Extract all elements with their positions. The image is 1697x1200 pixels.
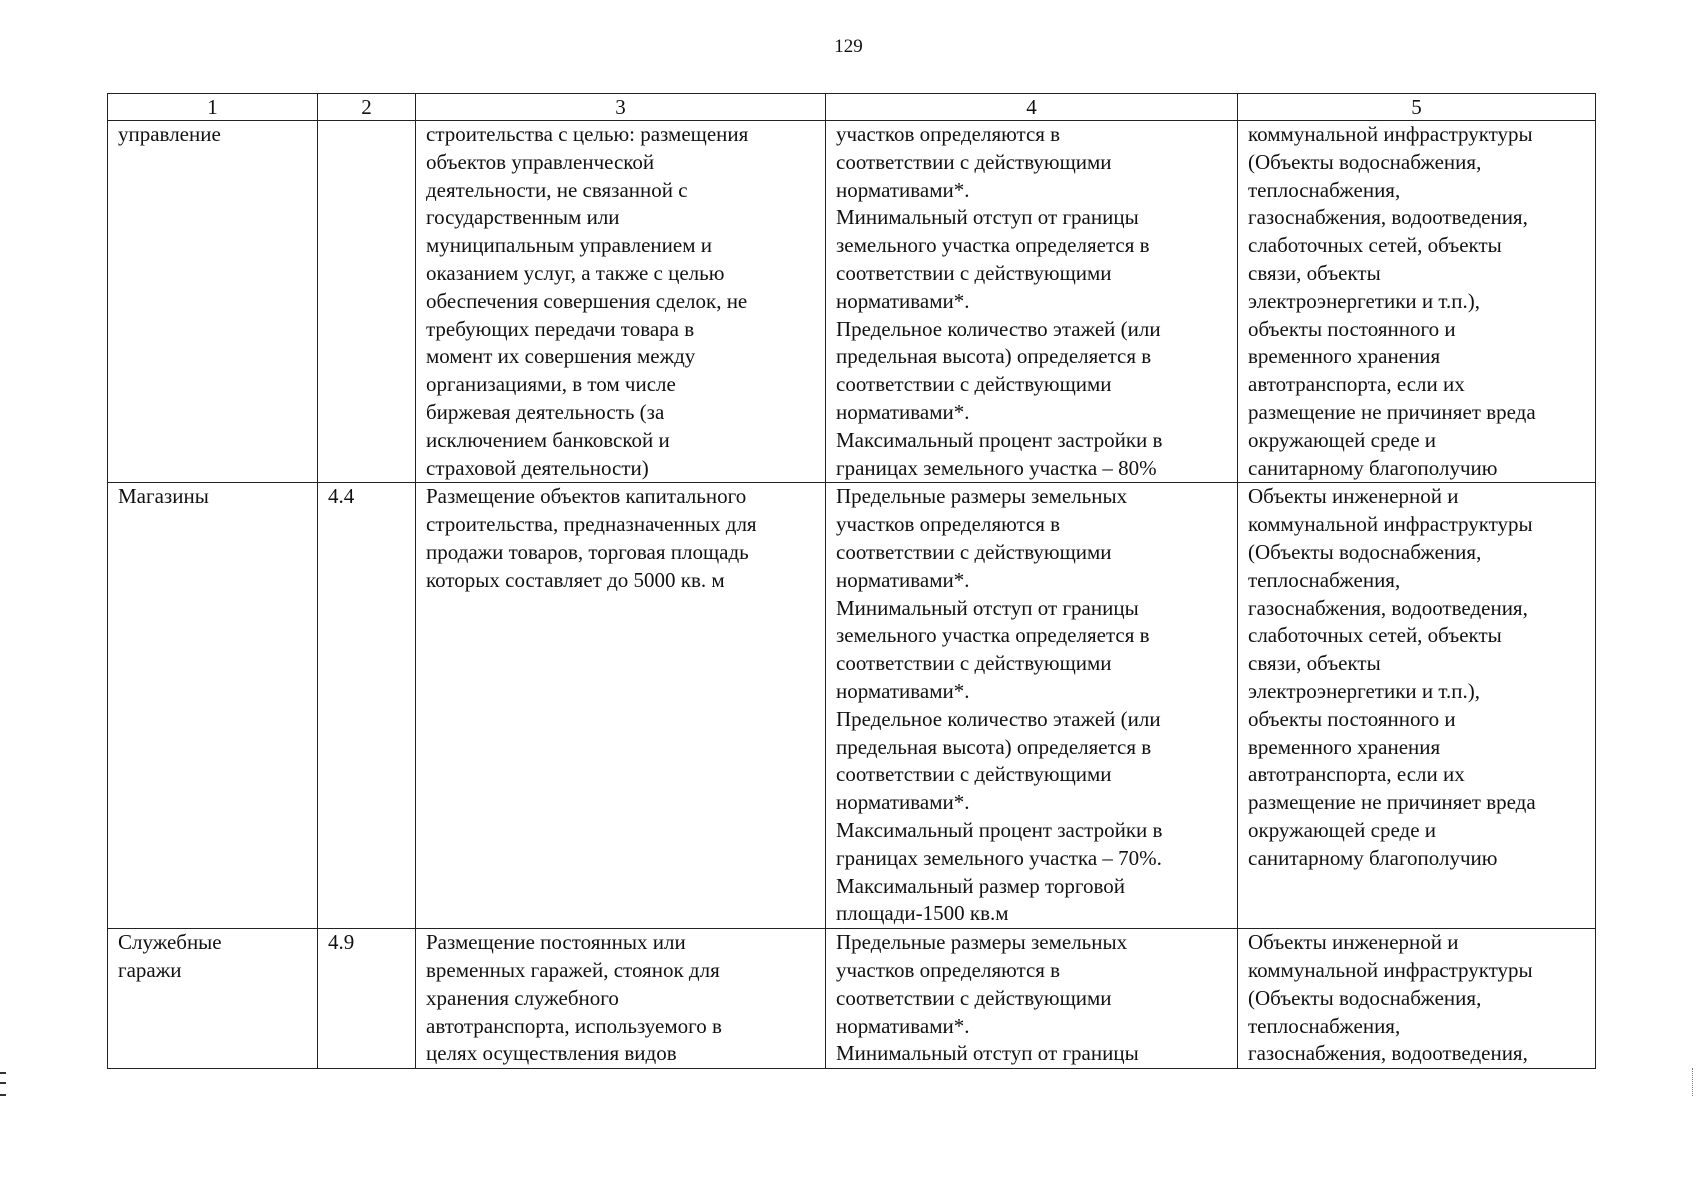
cell-text-line: которых составляет до 5000 кв. м [426, 567, 725, 592]
cell-text-line: нормативами*. [836, 177, 970, 202]
table-body [108, 121, 1596, 1069]
row-description-cell [416, 121, 826, 483]
row-code-cell [318, 929, 416, 1069]
cell-text-line: (Объекты водоснабжения, [1248, 985, 1482, 1010]
cell-text-line: исключением банковской и [426, 427, 670, 452]
row-description-cell [416, 483, 826, 929]
cell-text-line: момент их совершения между [426, 344, 696, 369]
cell-text-line: нормативами*. [836, 790, 970, 815]
cell-text-line: Объекты инженерной и [1248, 930, 1459, 955]
row-auxiliary-cell [1238, 929, 1596, 1069]
cell-text-line: Предельные размеры земельных [836, 930, 1128, 955]
column-header: 5 [1238, 94, 1596, 121]
cell-text-line: объекты постоянного и [1248, 706, 1456, 731]
cell-text-line: временного хранения [1248, 734, 1441, 759]
cell-text-line: соответствии с действующими [836, 539, 1112, 564]
cell-text-line: Минимальный отступ от границы [836, 205, 1139, 230]
cell-text-line: хранения служебного [426, 985, 619, 1010]
cell-text-line: нормативами*. [836, 567, 970, 592]
cell-text-line: страховой деятельности) [426, 455, 649, 480]
cell-text-line: окружающей среде и [1248, 817, 1437, 842]
cell-text-line: временных гаражей, стоянок для [426, 957, 720, 982]
cell-text-line: нормативами*. [836, 1013, 970, 1038]
cell-text-line: обеспечения совершения сделок, не [426, 288, 748, 313]
cell-text-line: размещение не причиняет вреда [1248, 399, 1536, 424]
row-parameters-cell [826, 929, 1238, 1069]
cell-text-line: 4.4 [328, 484, 355, 509]
cell-text-line: теплоснабжения, [1248, 1013, 1401, 1038]
cell-text-line: строительства, предназначенных для [426, 512, 757, 537]
cell-text-line: соответствии с действующими [836, 260, 1112, 285]
column-header: 1 [108, 94, 318, 121]
cell-text-line: Минимальный отступ от границы [836, 1041, 1139, 1066]
cell-text-line: участков определяются в [836, 957, 1061, 982]
row-parameters-cell [826, 483, 1238, 929]
cell-text-line: управление [118, 122, 221, 146]
row-auxiliary-cell [1238, 483, 1596, 929]
table-row [108, 929, 1596, 1069]
table-row [108, 121, 1596, 483]
cell-text-line: площади-1500 кв.м [836, 901, 1009, 926]
cell-text-line: газоснабжения, водоотведения, [1248, 1041, 1528, 1066]
cell-text-line: теплоснабжения, [1248, 177, 1401, 202]
cell-text-line: связи, объекты [1248, 651, 1381, 676]
cell-text-line: электроэнергетики и т.п.), [1248, 288, 1480, 313]
cell-text-line: участков определяются в [836, 122, 1061, 146]
cell-text-line: коммунальной инфраструктуры [1248, 512, 1533, 537]
cell-text-line: санитарному благополучию [1248, 455, 1498, 480]
cell-text-line: муниципальным управлением и [426, 233, 713, 258]
cell-text-line: биржевая деятельность (за [426, 399, 665, 424]
row-name-cell [108, 929, 318, 1069]
page-number: 129 [834, 36, 863, 57]
cell-text-line: соответствии с действующими [836, 762, 1112, 787]
cell-text-line: нормативами*. [836, 399, 970, 424]
cell-text-line: окружающей среде и [1248, 427, 1437, 452]
cell-text-line: Размещение объектов капитального [426, 484, 747, 509]
cell-text-line: объектов управленческой [426, 149, 655, 174]
cell-text-line: слаботочных сетей, объекты [1248, 623, 1502, 648]
cell-text-line: объекты постоянного и [1248, 316, 1456, 341]
cell-text-line: соответствии с действующими [836, 985, 1112, 1010]
cell-text-line: деятельности, не связанной с [426, 177, 688, 202]
scan-edge-mark [0, 1072, 6, 1096]
cell-text-line: Минимальный отступ от границы [836, 595, 1139, 620]
row-code-cell [318, 121, 416, 483]
cell-text-line: соответствии с действующими [836, 651, 1112, 676]
cell-text-line: коммунальной инфраструктуры [1248, 122, 1533, 146]
cell-text-line: автотранспорта, если их [1248, 762, 1465, 787]
cell-text-line: временного хранения [1248, 344, 1441, 369]
cell-text-line: газоснабжения, водоотведения, [1248, 595, 1528, 620]
cell-text-line: 4.9 [328, 930, 355, 955]
cell-text-line: газоснабжения, водоотведения, [1248, 205, 1528, 230]
cell-text-line: слаботочных сетей, объекты [1248, 233, 1502, 258]
cell-text-line: Предельное количество этажей (или [836, 316, 1161, 341]
cell-text-line: Предельное количество этажей (или [836, 706, 1161, 731]
row-parameters-cell [826, 121, 1238, 483]
cell-text-line: границах земельного участка – 80% [836, 455, 1157, 480]
cell-text-line: Размещение постоянных или [426, 930, 686, 955]
cell-text-line: оказанием услуг, а также с целью [426, 260, 725, 285]
cell-text-line: Максимальный процент застройки в [836, 427, 1163, 452]
table-row [108, 483, 1596, 929]
row-code-cell [318, 483, 416, 929]
cell-text-line: связи, объекты [1248, 260, 1381, 285]
cell-text-line: земельного участка определяется в [836, 623, 1150, 648]
cell-text-line: коммунальной инфраструктуры [1248, 957, 1533, 982]
cell-text-line: целях осуществления видов [426, 1041, 677, 1066]
row-name-cell [108, 121, 318, 483]
cell-text-line: соответствии с действующими [836, 149, 1112, 174]
cell-text-line: нормативами*. [836, 288, 970, 313]
cell-text-line: гаражи [118, 957, 182, 982]
column-header: 3 [416, 94, 826, 121]
cell-text-line: Объекты инженерной и [1248, 484, 1459, 509]
land-use-table [107, 93, 1596, 1069]
row-name-cell [108, 483, 318, 929]
cell-text-line: границах земельного участка – 70%. [836, 845, 1162, 870]
cell-text-line: требующих передачи товара в [426, 316, 695, 341]
cell-text-line: (Объекты водоснабжения, [1248, 539, 1482, 564]
cell-text-line: (Объекты водоснабжения, [1248, 149, 1482, 174]
cell-text-line: Служебные [118, 930, 222, 955]
row-auxiliary-cell [1238, 121, 1596, 483]
cell-text-line: Магазины [118, 484, 209, 509]
row-description-cell [416, 929, 826, 1069]
cell-text-line: автотранспорта, если их [1248, 372, 1465, 397]
cell-text-line: автотранспорта, используемого в [426, 1013, 722, 1038]
table-header-row [108, 94, 1596, 121]
cell-text-line: размещение не причиняет вреда [1248, 790, 1536, 815]
column-header: 4 [826, 94, 1238, 121]
cell-text-line: Максимальный процент застройки в [836, 817, 1163, 842]
cell-text-line: соответствии с действующими [836, 372, 1112, 397]
cell-text-line: нормативами*. [836, 678, 970, 703]
cell-text-line: Максимальный размер торговой [836, 873, 1125, 898]
cell-text-line: санитарному благополучию [1248, 845, 1498, 870]
cell-text-line: электроэнергетики и т.п.), [1248, 678, 1480, 703]
cell-text-line: организациями, в том числе [426, 372, 676, 397]
cell-text-line: Предельные размеры земельных [836, 484, 1128, 509]
cell-text-line: теплоснабжения, [1248, 567, 1401, 592]
cell-text-line: продажи товаров, торговая площадь [426, 539, 749, 564]
cell-text-line: государственным или [426, 205, 620, 230]
cell-text-line: предельная высота) определяется в [836, 734, 1152, 759]
cell-text-line: строительства с целью: размещения [426, 122, 749, 146]
cell-text-line: земельного участка определяется в [836, 233, 1150, 258]
cell-text-line: предельная высота) определяется в [836, 344, 1152, 369]
column-header: 2 [318, 94, 416, 121]
scan-edge-mark-right [1692, 1068, 1697, 1096]
cell-text-line: участков определяются в [836, 512, 1061, 537]
